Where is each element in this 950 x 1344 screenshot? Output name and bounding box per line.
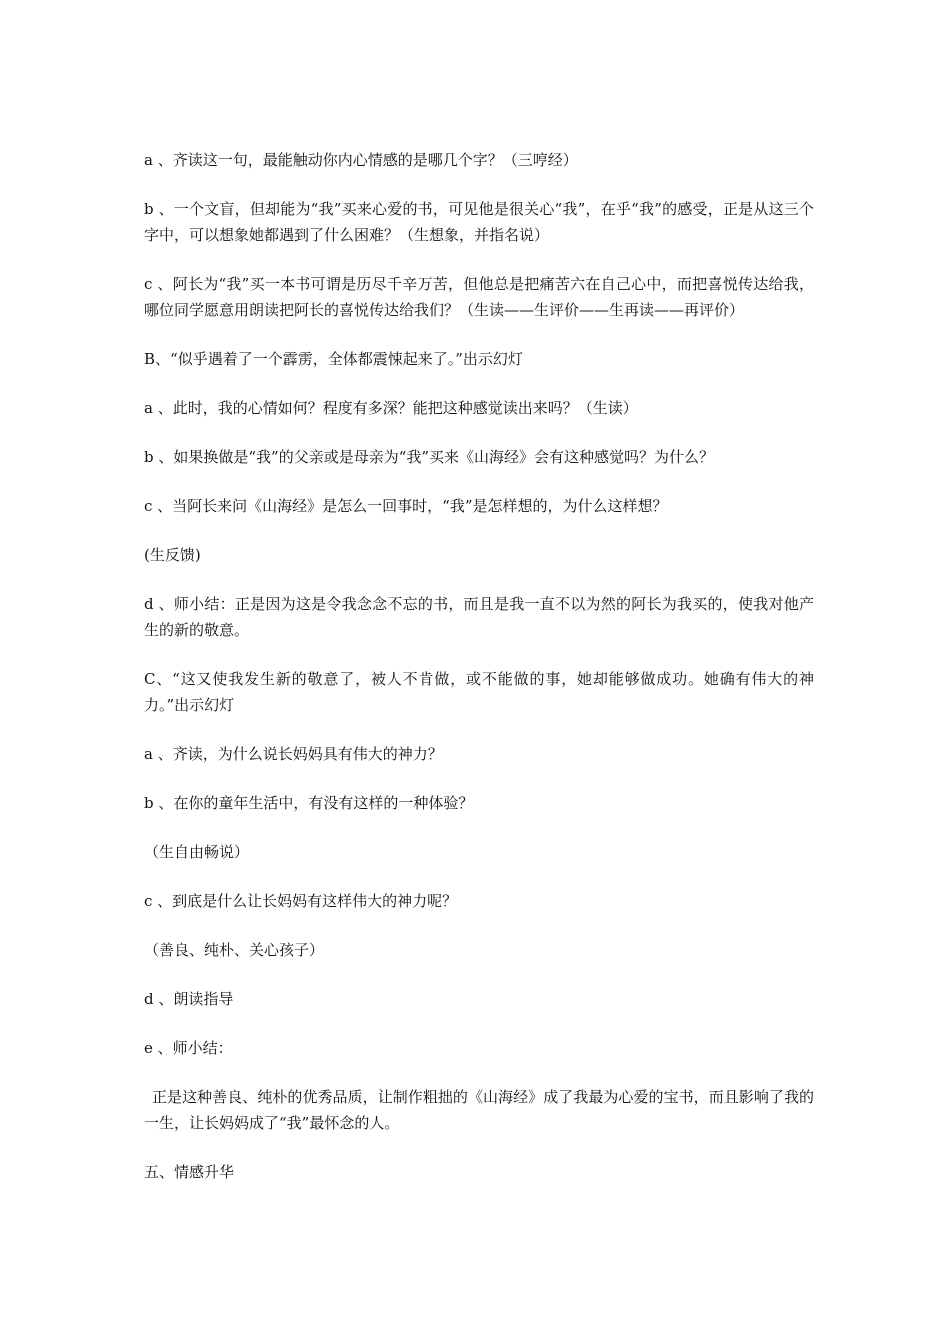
paragraph-c-question: c 、当阿长来问《山海经》是怎么一回事时，“我”是怎样想的，为什么这样想？ — [144, 497, 668, 515]
paragraph-d-reading-guide: d 、朗读指导 — [144, 990, 234, 1008]
paragraph-e-summary-label: e 、师小结： — [144, 1039, 233, 1057]
paragraph-a-feeling: a 、此时，我的心情如何？程度有多深？能把这种感觉读出来吗？（生读） — [144, 399, 638, 417]
paragraph-c-hardship: c 、阿长为“我”买一本书可谓是历尽千辛万苦，但他总是把痛苦六在自己心中，而把喜悦传达给我，哪位同学愿意用朗读把阿长的喜悦传达给我们？（生读——生评价——生再读——再评价） — [144, 275, 814, 319]
paragraph-free-talk-note: （生自由畅说） — [144, 843, 250, 861]
paragraph-feedback-note: (生反馈) — [144, 546, 201, 564]
paragraph-d-summary: d 、师小结：正是因为这是令我念念不忘的书，而且是我一直不以为然的阿长为我买的，使我对他产生的新的敬意。 — [144, 595, 814, 639]
paragraph-c-reason: c 、到底是什么让长妈妈有这样伟大的神力呢？ — [144, 892, 458, 910]
paragraph-qualities-note: （善良、纯朴、关心孩子） — [144, 941, 325, 959]
paragraph-a-power: a 、齐读，为什么说长妈妈具有伟大的神力？ — [144, 745, 443, 763]
section-c-heading: C、“这又使我发生新的敬意了，被人不肯做，或不能做的事，她却能够做成功。她确有伟大的神力。”出示幻灯 — [144, 670, 814, 714]
paragraph-a-read-aloud: a 、齐读这一句，最能触动你内心情感的是哪几个字？（三哼经） — [144, 151, 578, 169]
section-b-heading: B、“似乎遇着了一个霹雳，全体都震悚起来了。”出示幻灯 — [144, 350, 523, 368]
paragraph-b-parents: b 、如果换做是“我”的父亲或是母亲为“我”买来《山海经》会有这种感觉吗？为什么？ — [144, 448, 715, 466]
section-five-heading: 五、情感升华 — [144, 1163, 235, 1181]
paragraph-b-illiterate: b 、一个文盲，但却能为“我”买来心爱的书，可见他是很关心“我”，在乎“我”的感受，正是从这三个字中，可以想象她都遇到了什么困难？（生想象，并指名说） — [144, 200, 814, 244]
paragraph-b-childhood: b 、在你的童年生活中，有没有这样的一种体验？ — [144, 794, 474, 812]
document-body — [144, 147, 814, 1208]
paragraph-summary-body: 正是这种善良、纯朴的优秀品质，让制作粗拙的《山海经》成了我最为心爱的宝书，而且影响了我的一生，让长妈妈成了“我”最怀念的人。 — [144, 1088, 814, 1132]
